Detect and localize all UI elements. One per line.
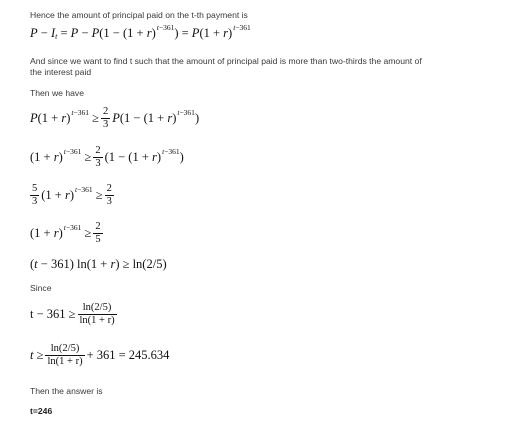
then-answer-text: Then the answer is	[30, 386, 103, 396]
answer-text: t=246	[30, 406, 53, 416]
condition-text-2: the interest paid	[30, 67, 92, 77]
inequality-4: (1 + r ) t−361 ≥ $\frac{2}{5}$	[30, 221, 101, 245]
inequality-ratio: t − 361 ≥ $\frac{\ln(2/5)}{\ln(1 + r)}$	[30, 302, 115, 326]
equation-principal-paid: P − I t = P − P (1 − (1 + r ) t−361 ) = P (1 + r ) t−361	[30, 23, 251, 41]
since-text: Since	[30, 283, 52, 293]
inequality-final: t ≥ $\frac{\ln(2/5)}{\ln(1 + r)}$ + 361 = 245.634	[30, 343, 170, 367]
then-we-have-text: Then we have	[30, 88, 84, 98]
inequality-2: (1 + r ) t−361 ≥ $\frac{2}{3}$ (1 − (1 + r ) t−361 )	[30, 145, 184, 169]
condition-text-1: And since we want to find t such that the amount of principal paid is more than two-thirds the amount of	[30, 56, 422, 66]
inequality-1: P (1 + r ) t−361 ≥ $\frac{2}{3}$ P (1 − (1 + r ) t−361 )	[30, 106, 200, 130]
inequality-3: $\frac{5}{3}$ (1 + r ) t−361 ≥ $\frac{2}{3}$	[32, 183, 112, 207]
intro-text: Hence the amount of principal paid on the t-th payment is	[30, 10, 248, 20]
inequality-log: ( t − 361) ln(1 + r ) ≥ ln(2/5)	[30, 257, 167, 271]
